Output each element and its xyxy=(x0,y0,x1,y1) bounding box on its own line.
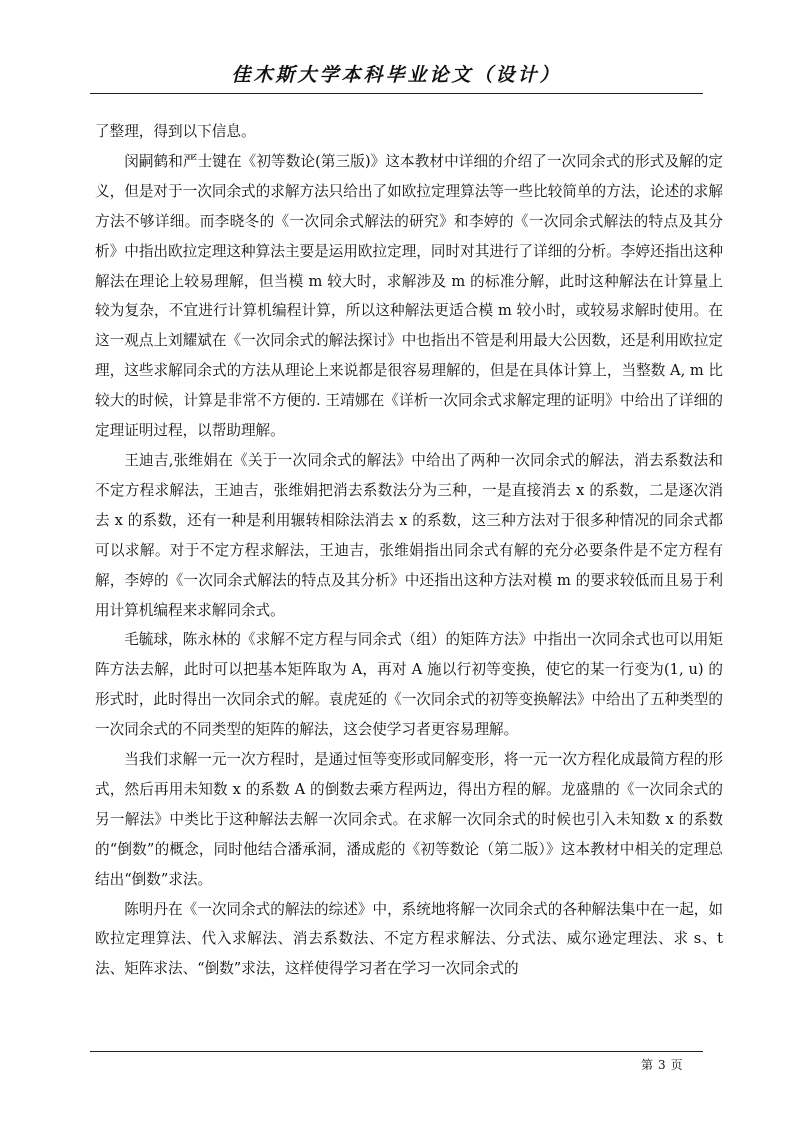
paragraph: 陈明丹在《一次同余式的解法的综述》中，系统地将解一次同余式的各种解法集中在一起，如欧拉定理算法、代入求解法、消去系数法、不定方程求解法、分式法、威尔逊定理法、求 s、t 法、矩阵求法、“倒数”求法，这样使得学习者在学习一次同余式的 xyxy=(95,900,723,978)
page-number-prefix: 第 xyxy=(641,1058,654,1072)
body-text xyxy=(95,117,723,984)
page-number-suffix: 页 xyxy=(670,1058,683,1072)
paragraph: 王迪吉,张维娟在《关于一次同余式的解法》中给出了两种一次同余式的解法，消去系数法和不定方程求解法，王迪吉，张维娟把消去系数法分为三种，一是直接消去 x 的系数，二是逐次消去 x 的系数，还有一种是利用辗转相除法消去 x 的系数，这三种方法对于很多种情况的同余式都可以求解。对于不定方程求解法，王迪吉，张维娟指出同余式有解的充分必要条件是不定方程有解，李婷的《一次同余式解法的特点及其分析》中还指出这种方法对模 m 的要求较低而且易于利用计算机编程来求解同余式。 xyxy=(95,451,723,619)
running-header-title: 佳木斯大学本科毕业论文（设计） xyxy=(231,64,562,86)
page-number xyxy=(641,1057,688,1073)
paragraph-continuation: 了整理，得到以下信息。 xyxy=(95,123,256,140)
footer-rule xyxy=(90,1051,703,1052)
paragraph: 闵嗣鹤和严士键在《初等数论(第三版)》这本教材中详细的介绍了一次同余式的形式及解的定义，但是对于一次同余式的求解方法只给出了如欧拉定理算法等一些比较简单的方法，论述的求解方法不够详细。而李晓冬的《一次同余式解法的研究》和李婷的《一次同余式解法的特点及其分析》中指出欧拉定理这种算法主要是运用欧拉定理，同时对其进行了详细的分析。李婷还指出这种解法在理论上较易理解，但当模 m 较大时，求解涉及 m 的标准分解，此时这种解法在计算量上较为复杂，不宜进行计算机编程计算，所以这种解法更适合模 m 较小时，或较易求解时使用。在这一观点上刘耀斌在《一次同余式的解法探讨》中也指出不管是利用最大公因数，还是利用欧拉定理，这些求解同余式的方法从理论上来说都是很容易理解的，但是在具体计算上，当整数 A, m 比较大的时候，计算是非常不方便的. 王靖娜在《详析一次同余式求解定理的证明》中给出了详细的定理证明过程，以帮助理解。 xyxy=(95,152,723,440)
page-number-value: 3 xyxy=(658,1058,666,1072)
paragraph: 毛毓球，陈永林的《求解不定方程与同余式（组）的矩阵方法》中指出一次同余式也可以用矩阵方法去解，此时可以把基本矩阵取为 A，再对 A 施以行初等变换，使它的某一行变为(1, u) 的形式时，此时得出一次同余式的解。袁虎延的《一次同余式的初等变换解法》中给出了五种类型的一次同余式的不同类型的矩阵的解法，这会使学习者更容易理解。 xyxy=(95,631,723,739)
paragraph: 当我们求解一元一次方程时，是通过恒等变形或同解变形，将一元一次方程化成最简方程的形式，然后再用未知数 x 的系数 A 的倒数去乘方程两边，得出方程的解。龙盛鼎的《一次同余式的另一解法》中类比于这种解法去解一次同余式。在求解一次同余式的时候也引入未知数 x 的系数的“倒数”的概念，同时他结合潘承洞，潘成彪的《初等数论（第二版）》这本教材中相关的定理总结出“倒数”求法。 xyxy=(95,751,723,888)
header-rule xyxy=(90,93,703,94)
